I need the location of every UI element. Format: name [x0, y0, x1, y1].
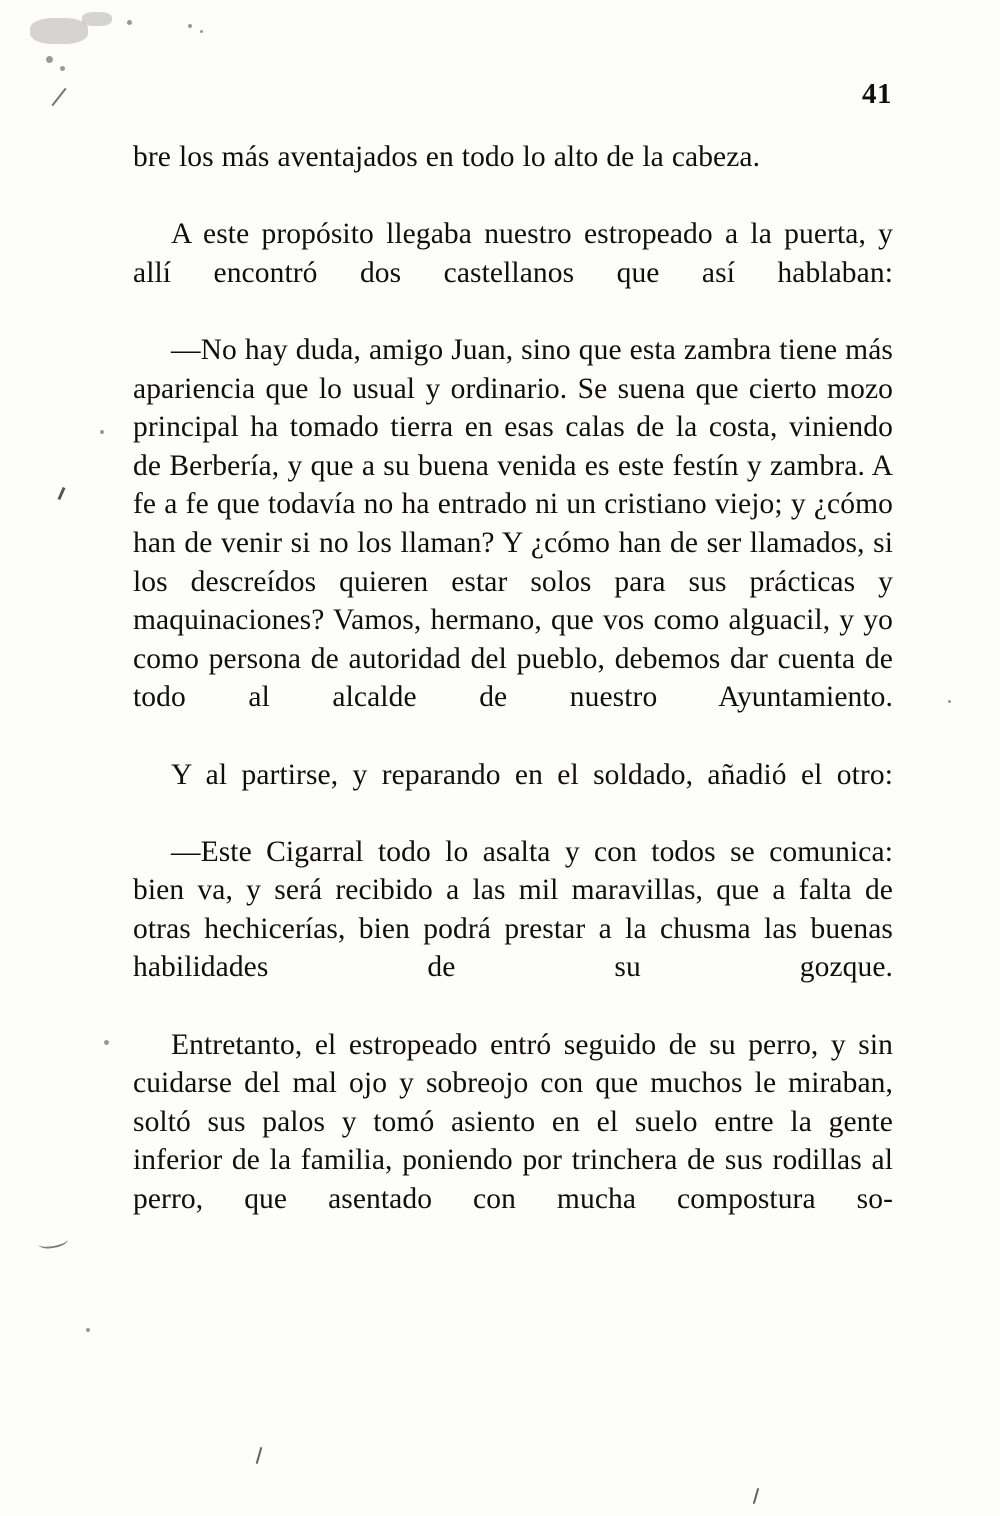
paragraph-cigarral: —Este Cigarral todo lo asalta y con todos se comunica: bien va, y será recibido a las mil maravillas, que a falta de otras hechicerías, bien podrá prestar a la chusma las buenas habilidades de su gozque.: [133, 835, 893, 984]
scan-speck: [46, 56, 53, 63]
scan-smudge: [82, 12, 112, 26]
scan-speck: [188, 24, 192, 28]
pen-mark-bottom-right: [753, 1488, 759, 1504]
pen-mark-bottom-left: [256, 1447, 263, 1464]
scan-speck: [60, 66, 65, 71]
body-text-column: [133, 138, 893, 1257]
paragraph-entretanto: Entretanto, el estropeado entró seguido de su perro, y sin cuidarse del mal ojo y sobreojo con que muchos le miraban, soltó sus palos y tomó asiento en el suelo entre la gente inferior de la familia, poniendo por trinchera de sus rodillas al perro, que asentado con mucha compostura so-: [133, 1028, 893, 1216]
page-number: 41: [862, 78, 892, 110]
scan-speck: [86, 1328, 90, 1332]
paragraph-proposito: A este propósito llegaba nuestro estropeado a la puerta, y allí encontró dos castellanos que así hablaban:: [133, 218, 893, 289]
paragraph-dialogo-juan: —No hay duda, amigo Juan, sino que esta zambra tiene más apariencia que lo usual y ordinario. Se suena que cierto mozo principal ha tomado tierra en esas calas de la costa, viniendo de Berbería, y que a su buena venida es este festín y zambra. A fe a fe que todavía no ha entrado ni un cristiano viejo; y ¿cómo han de venir si no los llaman? Y ¿cómo han de ser llamados, si los descreídos quieren estar solos para sus prácticas y maquinaciones? Vamos, hermano, que vos como alguacil, y yo como persona de autoridad del pueblo, debemos dar cuenta de todo al alcalde de nuestro Ayuntamiento.: [133, 333, 893, 714]
scan-speck: [200, 30, 203, 33]
scan-speck: [127, 20, 132, 25]
pen-mark-tick: [57, 487, 65, 500]
scan-speck: [948, 700, 951, 703]
paragraph-continuation: bre los más aventajados en todo lo alto de la cabeza.: [133, 141, 761, 173]
scan-speck: [104, 1040, 109, 1045]
pen-mark-slash: [51, 88, 66, 107]
scan-speck: [100, 430, 104, 434]
pen-mark-curve: [37, 1233, 69, 1250]
scan-smudge: [30, 18, 88, 44]
paragraph-partirse: Y al partirse, y reparando en el soldado, añadió el otro:: [171, 758, 893, 791]
